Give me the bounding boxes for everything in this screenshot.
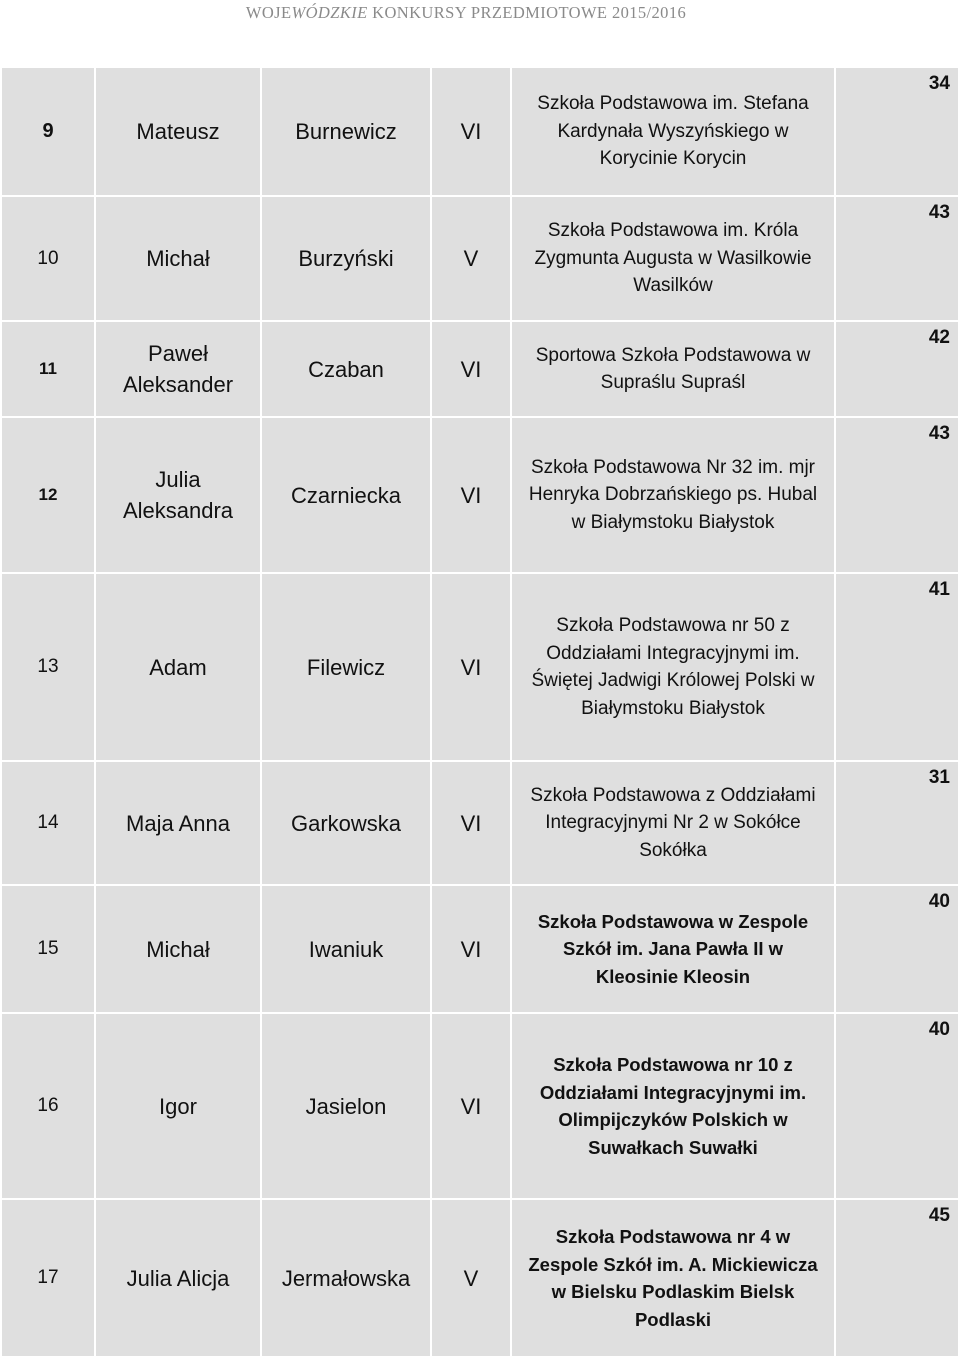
school-name: Szkoła Podstawowa w Zespole Szkół im. Jana Pawła II w Kleosinie Kleosin: [512, 886, 834, 1012]
first-name: Maja Anna: [96, 762, 260, 884]
school-name: Szkoła Podstawowa nr 4 w Zespole Szkół im. A. Mickiewicza w Bielsku Podlaskim Bielsk Podlaski: [512, 1200, 834, 1356]
results-table: [2, 68, 958, 1356]
class-level: VI: [432, 322, 510, 416]
class-level: VI: [432, 762, 510, 884]
score: 41: [836, 574, 958, 760]
score: 31: [836, 762, 958, 884]
last-name: Filewicz: [262, 574, 430, 760]
first-name: Michał: [96, 197, 260, 320]
header-text-part: KONKURSY PRZEDMIOTOWE 2015/2016: [372, 3, 687, 22]
table-row: [2, 762, 958, 884]
page-header: [0, 3, 932, 23]
first-name: Igor: [96, 1014, 260, 1198]
class-level: VI: [432, 68, 510, 195]
table-row: [2, 574, 958, 760]
score: 45: [836, 1200, 958, 1356]
last-name: Jermałowska: [262, 1200, 430, 1356]
last-name: Czaban: [262, 322, 430, 416]
score: 42: [836, 322, 958, 416]
last-name: Iwaniuk: [262, 886, 430, 1012]
rank-number: 14: [2, 762, 94, 884]
last-name: Garkowska: [262, 762, 430, 884]
rank-number: 10: [2, 197, 94, 320]
score: 34: [836, 68, 958, 195]
last-name: Burnewicz: [262, 68, 430, 195]
table-row: [2, 1014, 958, 1198]
header-text-part: WOJE: [245, 3, 292, 22]
table-row: [2, 1200, 958, 1356]
class-level: VI: [432, 418, 510, 572]
table-row: [2, 886, 958, 1012]
first-name: Michał: [96, 886, 260, 1012]
last-name: Jasielon: [262, 1014, 430, 1198]
score: 43: [836, 418, 958, 572]
score: 40: [836, 886, 958, 1012]
school-name: Szkoła Podstawowa nr 50 z Oddziałami Integracyjnymi im. Świętej Jadwigi Królowej Polski w Białymstoku Białystok: [512, 574, 834, 760]
class-level: VI: [432, 574, 510, 760]
table-row: [2, 197, 958, 320]
school-name: Szkoła Podstawowa Nr 32 im. mjr Henryka Dobrzańskiego ps. Hubal w Białymstoku Białystok: [512, 418, 834, 572]
class-level: V: [432, 1200, 510, 1356]
first-name: Julia Aleksandra: [96, 418, 260, 572]
rank-number: 15: [2, 886, 94, 1012]
school-name: Sportowa Szkoła Podstawowa w Supraślu Supraśl: [512, 322, 834, 416]
rank-number: 9: [2, 68, 94, 195]
first-name: Adam: [96, 574, 260, 760]
rank-number: 11: [2, 322, 94, 416]
table-row: [2, 68, 958, 195]
score: 40: [836, 1014, 958, 1198]
first-name: Paweł Aleksander: [96, 322, 260, 416]
rank-number: 17: [2, 1200, 94, 1356]
table-row: [2, 322, 958, 416]
last-name: Burzyński: [262, 197, 430, 320]
class-level: VI: [432, 1014, 510, 1198]
last-name: Czarniecka: [262, 418, 430, 572]
header-text-italic-part: WÓDZKIE: [291, 3, 368, 22]
first-name: Mateusz: [96, 68, 260, 195]
school-name: Szkoła Podstawowa z Oddziałami Integracyjnymi Nr 2 w Sokółce Sokółka: [512, 762, 834, 884]
rank-number: 12: [2, 418, 94, 572]
class-level: V: [432, 197, 510, 320]
school-name: Szkoła Podstawowa nr 10 z Oddziałami Integracyjnymi im. Olimpijczyków Polskich w Suwałkach Suwałki: [512, 1014, 834, 1198]
score: 43: [836, 197, 958, 320]
rank-number: 13: [2, 574, 94, 760]
first-name: Julia Alicja: [96, 1200, 260, 1356]
school-name: Szkoła Podstawowa im. Króla Zygmunta Augusta w Wasilkowie Wasilków: [512, 197, 834, 320]
table-row: [2, 418, 958, 572]
class-level: VI: [432, 886, 510, 1012]
rank-number: 16: [2, 1014, 94, 1198]
school-name: Szkoła Podstawowa im. Stefana Kardynała Wyszyńskiego w Korycinie Korycin: [512, 68, 834, 195]
